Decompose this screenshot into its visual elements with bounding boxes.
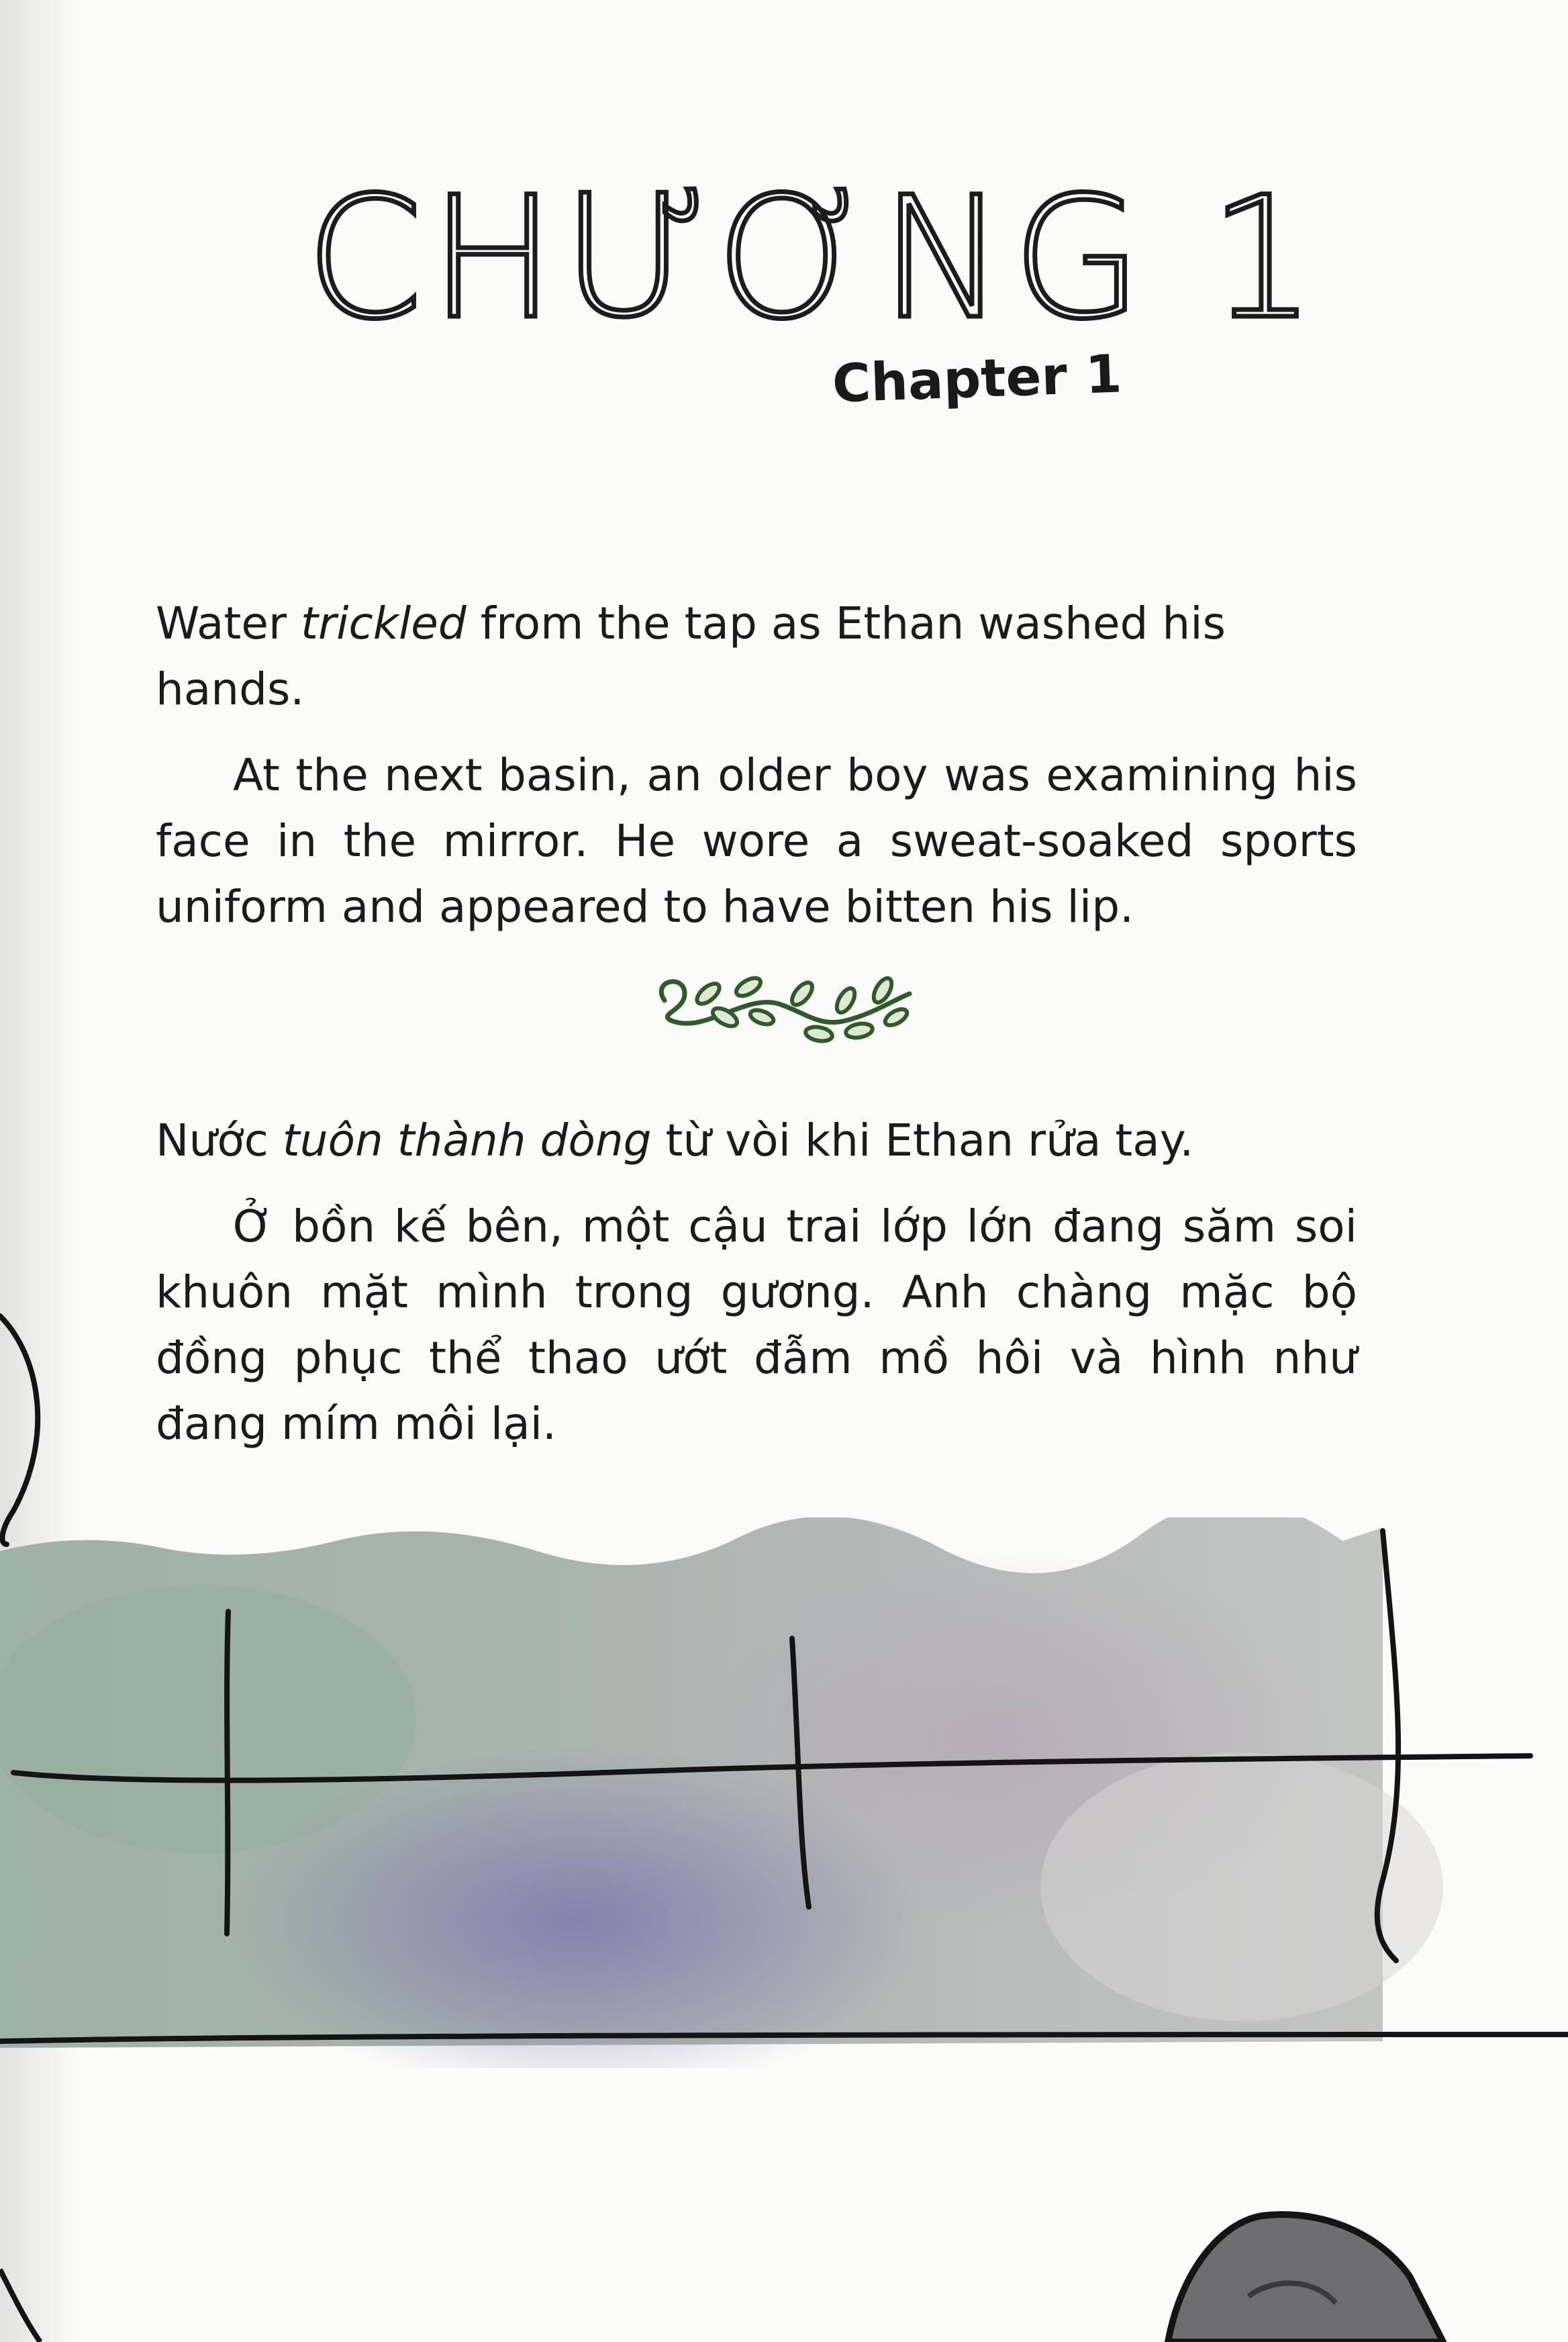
vietnamese-paragraph-2: Ở bồn kế bên, một cậu trai lớp lớn đang săm soi khuôn mặt mình trong gương. Anh chàng mặc bộ đồng phục thể thao ướt đẫm mồ hôi và hình như đang mím môi lại. — [156, 1201, 1357, 1450]
english-p1-emphasis: trickled — [301, 598, 467, 649]
english-p1-end: from the tap as Ethan washed his hands. — [156, 598, 1226, 715]
vietnamese-p1-emphasis: tuôn thành dòng — [282, 1115, 652, 1166]
english-paragraph-1 — [156, 591, 1357, 722]
vine-divider-icon — [644, 953, 920, 1047]
english-text — [156, 591, 1357, 960]
chapter-title: CHƯƠNG 1 — [305, 160, 1323, 356]
vietnamese-p1-start: Nước — [156, 1115, 283, 1166]
vietnamese-paragraph-1 — [156, 1108, 1357, 1174]
english-paragraph-2: At the next basin, an older boy was examining his face in the mirror. He wore a sweat-soaked sports uniform and appeared to have bitten his lip. — [156, 749, 1357, 933]
vietnamese-p1-end: từ vòi khi Ethan rửa tay. — [651, 1115, 1194, 1166]
english-p1-start: Water — [156, 598, 301, 649]
watercolor-wash — [0, 1517, 1568, 2068]
vietnamese-text — [156, 1108, 1357, 1477]
chapter-subtitle: Chapter 1 — [831, 344, 1123, 415]
